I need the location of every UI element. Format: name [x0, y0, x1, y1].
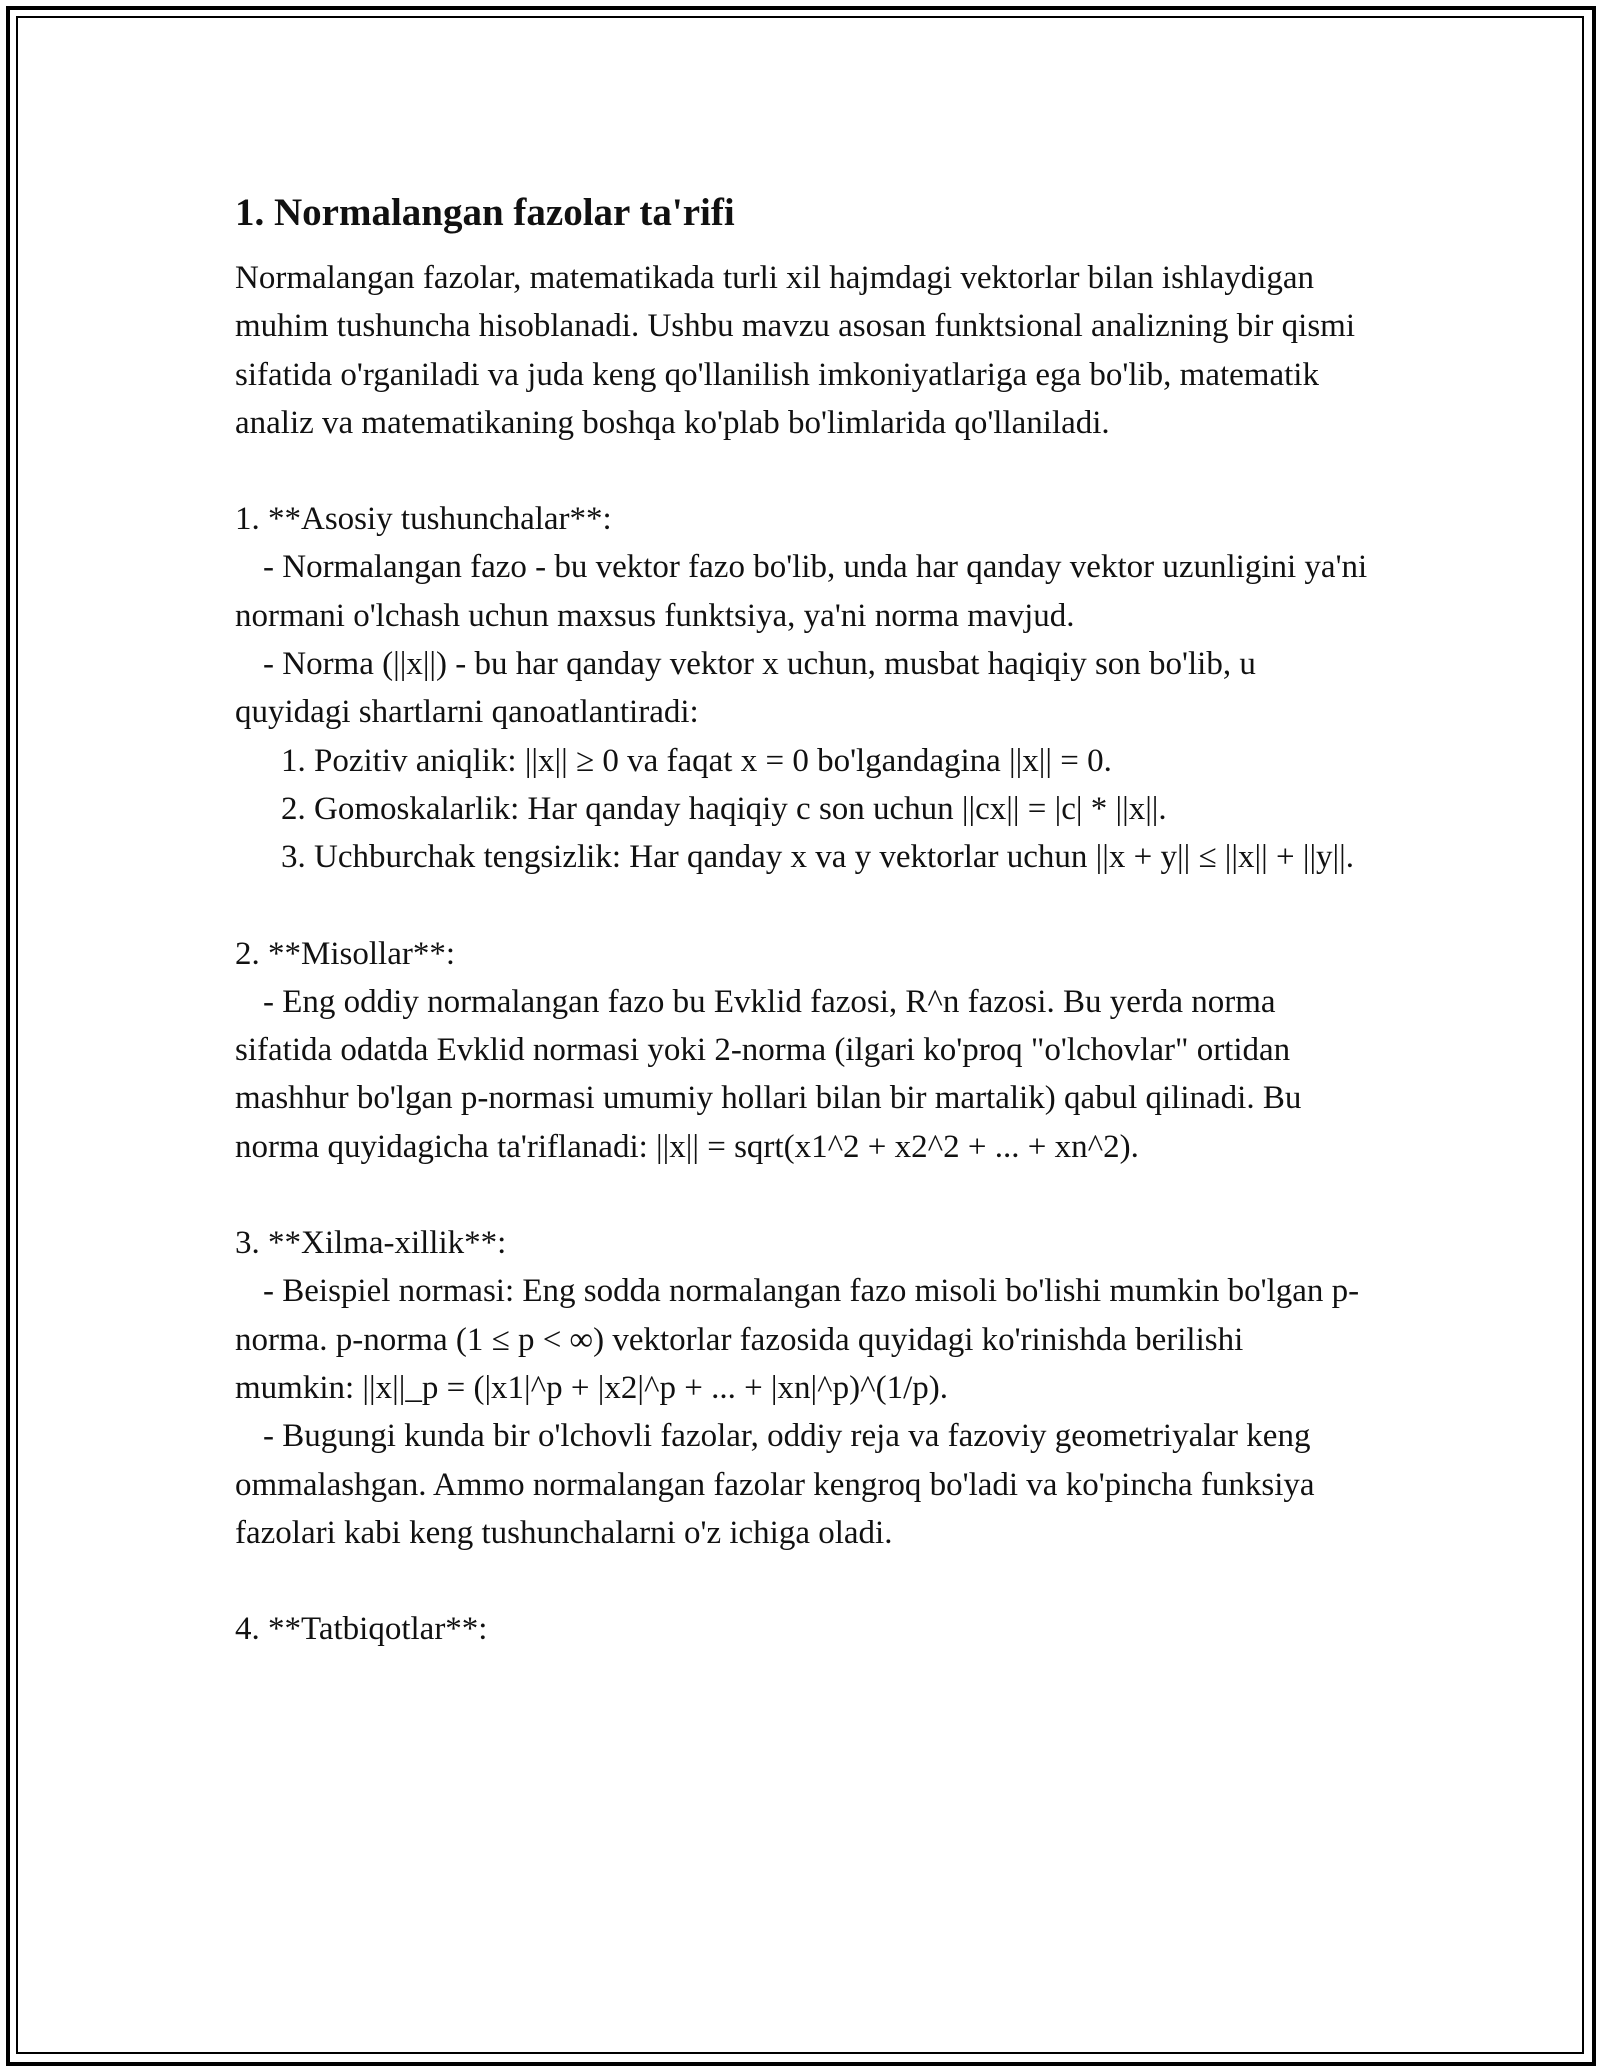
- list-item: - Normalangan fazo - bu vektor fazo bo'lib, unda har qanday vektor uzunligini ya'ni normani o'lchash uchun maxsus funktsiya, ya'ni norma mavjud.: [235, 549, 1368, 634]
- section-examples: [235, 930, 1370, 1171]
- list-item: - Bugungi kunda bir o'lchovli fazolar, oddiy reja va fazoviy geometriyalar keng ommalashgan. Ammo normalangan fazolar kengroq bo'ladi va ko'pincha funksiya fazolari kabi keng tushunchalarni o'z ichiga oladi.: [235, 1418, 1315, 1551]
- section-variety: [235, 1219, 1370, 1557]
- sub-list-item: 3. Uchburchak tengsizlik: Har qanday x va y vektorlar uchun ||x + y|| ≤ ||x|| + ||y||.: [281, 839, 1355, 876]
- section-heading: 1. **Asosiy tushunchalar**:: [235, 501, 612, 538]
- list-item: - Beispiel normasi: Eng sodda normalangan fazo misoli bo'lishi mumkin bo'lgan p-norma. p-norma (1 ≤ p < ∞) vektorlar fazosida quyidagi ko'rinishda berilishi mumkin: ||x||_p = (|x1|^p + |x2|^p + ... + |xn|^p)^(1/p).: [235, 1273, 1360, 1406]
- sub-list-item: 1. Pozitiv aniqlik: ||x|| ≥ 0 va faqat x = 0 bo'lgandagina ||x|| = 0.: [281, 742, 1112, 779]
- section-heading: 4. **Tatbiqotlar**:: [235, 1611, 488, 1648]
- sub-list-item: 2. Gomoskalarlik: Har qanday haqiqiy c son uchun ||cx|| = |c| * ||x||.: [281, 790, 1167, 827]
- list-item: - Eng oddiy normalangan fazo bu Evklid fazosi, R^n fazosi. Bu yerda norma sifatida odatda Evklid normasi yoki 2-norma (ilgari ko'proq "o'lchovlar" ortidan mashhur bo'lgan p-normasi umumiy hollari bilan bir martalik) qabul qilinadi. Bu norma quyidagicha ta'riflanadi: ||x|| = sqrt(x1^2 + x2^2 + ... + xn^2).: [235, 983, 1302, 1165]
- document-body: [235, 186, 1370, 1653]
- page-title: 1. Normalangan fazolar ta'rifi: [235, 191, 735, 234]
- section-basic-concepts: [235, 495, 1370, 881]
- section-applications: [235, 1605, 1370, 1653]
- intro-paragraph: Normalangan fazolar, matematikada turli xil hajmdagi vektorlar bilan ishlaydigan muhim tushuncha hisoblanadi. Ushbu mavzu asosan funktsional analizning bir qismi sifatida o'rganiladi va juda keng qo'llanilish imkoniyatlariga ega bo'lib, matematik analiz va matematikaning boshqa ko'plab bo'limlarida qo'llaniladi.: [235, 260, 1356, 441]
- list-item: - Norma (||x||) - bu har qanday vektor x uchun, musbat haqiqiy son bo'lib, u quyidagi shartlarni qanoatlantiradi:: [235, 646, 1256, 731]
- section-heading: 2. **Misollar**:: [235, 935, 455, 972]
- section-heading: 3. **Xilma-xillik**:: [235, 1225, 507, 1262]
